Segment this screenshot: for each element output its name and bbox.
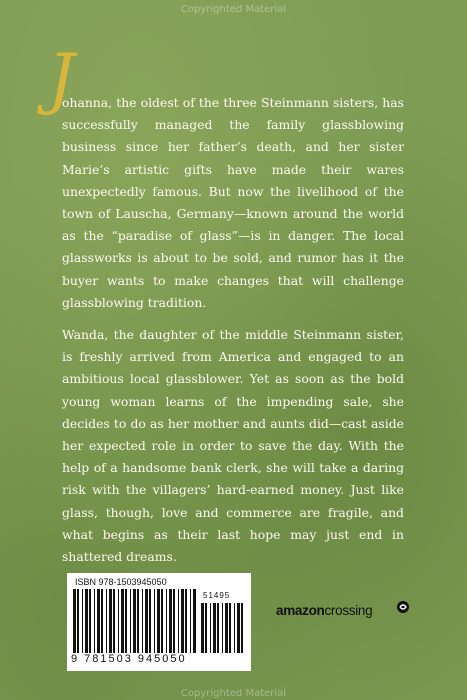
- barcode-bar: [225, 603, 228, 653]
- barcode-bar: [89, 589, 91, 653]
- barcode-bar: [125, 589, 127, 653]
- barcode-bar: [222, 603, 223, 653]
- publisher-logo: [276, 603, 372, 618]
- barcode-bar: [133, 589, 136, 653]
- watermark-top: Copyrighted Material: [180, 4, 287, 15]
- barcode-box: [67, 573, 251, 671]
- barcode-bar: [109, 589, 112, 653]
- isbn-label: ISBN 978-1503945050: [75, 577, 167, 587]
- barcode-bar: [201, 603, 204, 653]
- barcode-digits: 9 781503 945050: [71, 653, 187, 665]
- blurb-paragraph-1: ohanna, the oldest of the three Steinmann sisters, has successfully managed the family glassblowing business since her father’s death, and her sister Marie’s artistic gifts have made their wares unexpectedly famous. But now the livelihood of the town of Lauscha, Germany—known around the world as the “paradise of glass”—is in danger. The local glassworks is about to be sold, and rumor has it the buyer wants to make changes that will challenge glassblowing tradition.: [62, 95, 404, 310]
- barcode-bar: [173, 589, 175, 653]
- publisher-swirl-icon: [396, 600, 410, 614]
- barcode-bar: [154, 589, 155, 653]
- barcode-bar: [181, 589, 184, 653]
- barcode-bar: [229, 603, 231, 653]
- barcode-bar: [234, 603, 235, 653]
- barcode-bar: [190, 589, 191, 653]
- barcode-bar: [73, 589, 76, 653]
- barcode-bar: [101, 589, 103, 653]
- barcode-bar: [157, 589, 160, 653]
- barcode-bar: [97, 589, 100, 653]
- barcode-bar: [94, 589, 95, 653]
- barcode-bar: [149, 589, 151, 653]
- barcode-bar: [118, 589, 119, 653]
- barcode-bar: [137, 589, 139, 653]
- barcode-bars: [73, 589, 197, 653]
- barcode-bar: [205, 603, 207, 653]
- barcode-bar: [185, 589, 187, 653]
- barcode-bar: [113, 589, 115, 653]
- barcode-bar: [169, 589, 172, 653]
- barcode-bar: [85, 589, 88, 653]
- barcode-bar: [161, 589, 163, 653]
- addon-barcode-bars: [201, 603, 245, 653]
- blurb-paragraph-2: Wanda, the daughter of the middle Steinmann sister, is freshly arrived from America and engaged to an ambitious local glassblower. Yet as soon as the bold young woman learns of the impending sale, she decides to do as her mother and aunts did—cast aside her expected role in order to save the day. With the help of a handsome bank clerk, she will take a daring risk with the villagers’ hard-earned money. Just like glass, though, love and commerce are fragile, and what begins as their last hope may just end in shattered dreams.: [62, 327, 404, 565]
- barcode-bar: [193, 589, 196, 653]
- barcode-bar: [106, 589, 107, 653]
- barcode-bar: [82, 589, 83, 653]
- barcode-bar: [217, 603, 219, 653]
- barcode-bar: [241, 603, 243, 653]
- barcode-bar: [166, 589, 167, 653]
- barcode-bar: [121, 589, 124, 653]
- barcode-bar: [210, 603, 211, 653]
- barcode-bar: [130, 589, 131, 653]
- barcode-bar: [178, 589, 179, 653]
- barcode-bar: [237, 603, 240, 653]
- barcode-bar: [213, 603, 216, 653]
- publisher-name-part1: amazon: [276, 603, 325, 618]
- drop-cap: J: [48, 40, 75, 117]
- barcode-bar: [145, 589, 148, 653]
- publisher-name-part2: crossing: [324, 603, 373, 618]
- barcode-bar: [77, 589, 79, 653]
- addon-number: 51495: [203, 591, 231, 600]
- barcode-bar: [142, 589, 143, 653]
- watermark-bottom: Copyrighted Material: [180, 688, 287, 699]
